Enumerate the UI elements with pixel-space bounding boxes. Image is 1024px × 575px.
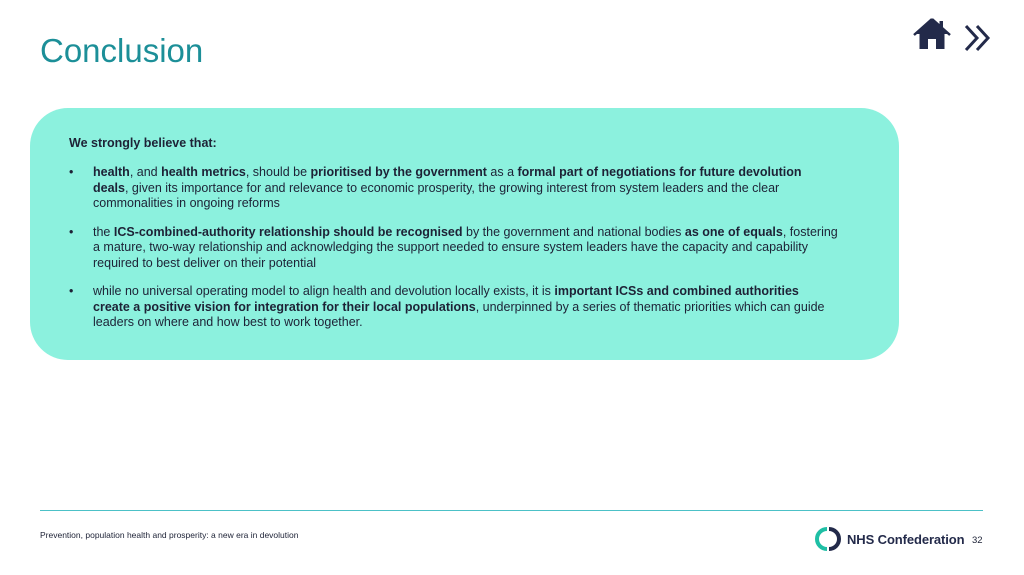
bullet-text-bold: health — [93, 165, 130, 179]
bullet-text-bold: formal part of negotiations for future devolution deals — [93, 165, 802, 195]
bullet-text: , should be — [245, 165, 311, 179]
slide-title: Conclusion — [40, 32, 204, 69]
footer-divider — [40, 510, 983, 511]
bullet-text: , fostering a mature, two-way relationship and acknowledging the support needed to ensure system leaders have the capacity and capability required to best deliver on their potential — [93, 224, 838, 270]
bullet-text: the — [93, 224, 114, 239]
footer-title: Prevention, population health and prosperity: a new era in devolution — [40, 530, 299, 540]
bullet-text-bold: health metrics — [161, 165, 246, 179]
bullet-text: while no universal operating model to align health and devolution locally exists, it is — [93, 284, 555, 298]
nhs-confederation-logo-icon — [815, 527, 841, 551]
bullet-marker: • — [69, 165, 74, 179]
home-icon[interactable] — [913, 17, 951, 51]
bullet-marker: • — [69, 224, 74, 239]
panel-lead: We strongly believe that: — [69, 136, 217, 150]
bullet-text: , and — [129, 165, 162, 179]
conclusion-panel — [30, 108, 899, 360]
nhs-confederation-logo — [815, 527, 964, 551]
page-number: 32 — [972, 535, 983, 546]
bullet-item — [69, 225, 839, 272]
bullet-text: , underpinned by a series of thematic priorities which can guide leaders on where and how best to work together. — [93, 299, 825, 329]
bullet-text-bold: as one of equals — [684, 224, 783, 239]
bullet-text-bold: prioritised by the government — [310, 165, 487, 179]
bullet-marker: • — [69, 284, 74, 298]
conclusion-bullet-list — [69, 165, 839, 331]
bullet-text: by the government and national bodies — [462, 224, 685, 239]
bullet-text: , given its importance for and relevance to economic prosperity, the growing interest from system leaders and the clear commonalities in ongoing reforms — [93, 180, 780, 210]
bullet-text: as a — [486, 165, 518, 179]
logo-wordmark: NHS Confederation — [847, 531, 965, 547]
bullet-item — [69, 284, 839, 331]
bullet-item — [69, 165, 839, 212]
double-chevron-right-icon[interactable] — [963, 24, 993, 52]
bullet-text-bold: important ICSs and combined authorities create a positive vision for integration for their local populations — [93, 284, 799, 314]
bullet-text-bold: ICS-combined-authority relationship should be recognised — [113, 224, 463, 239]
